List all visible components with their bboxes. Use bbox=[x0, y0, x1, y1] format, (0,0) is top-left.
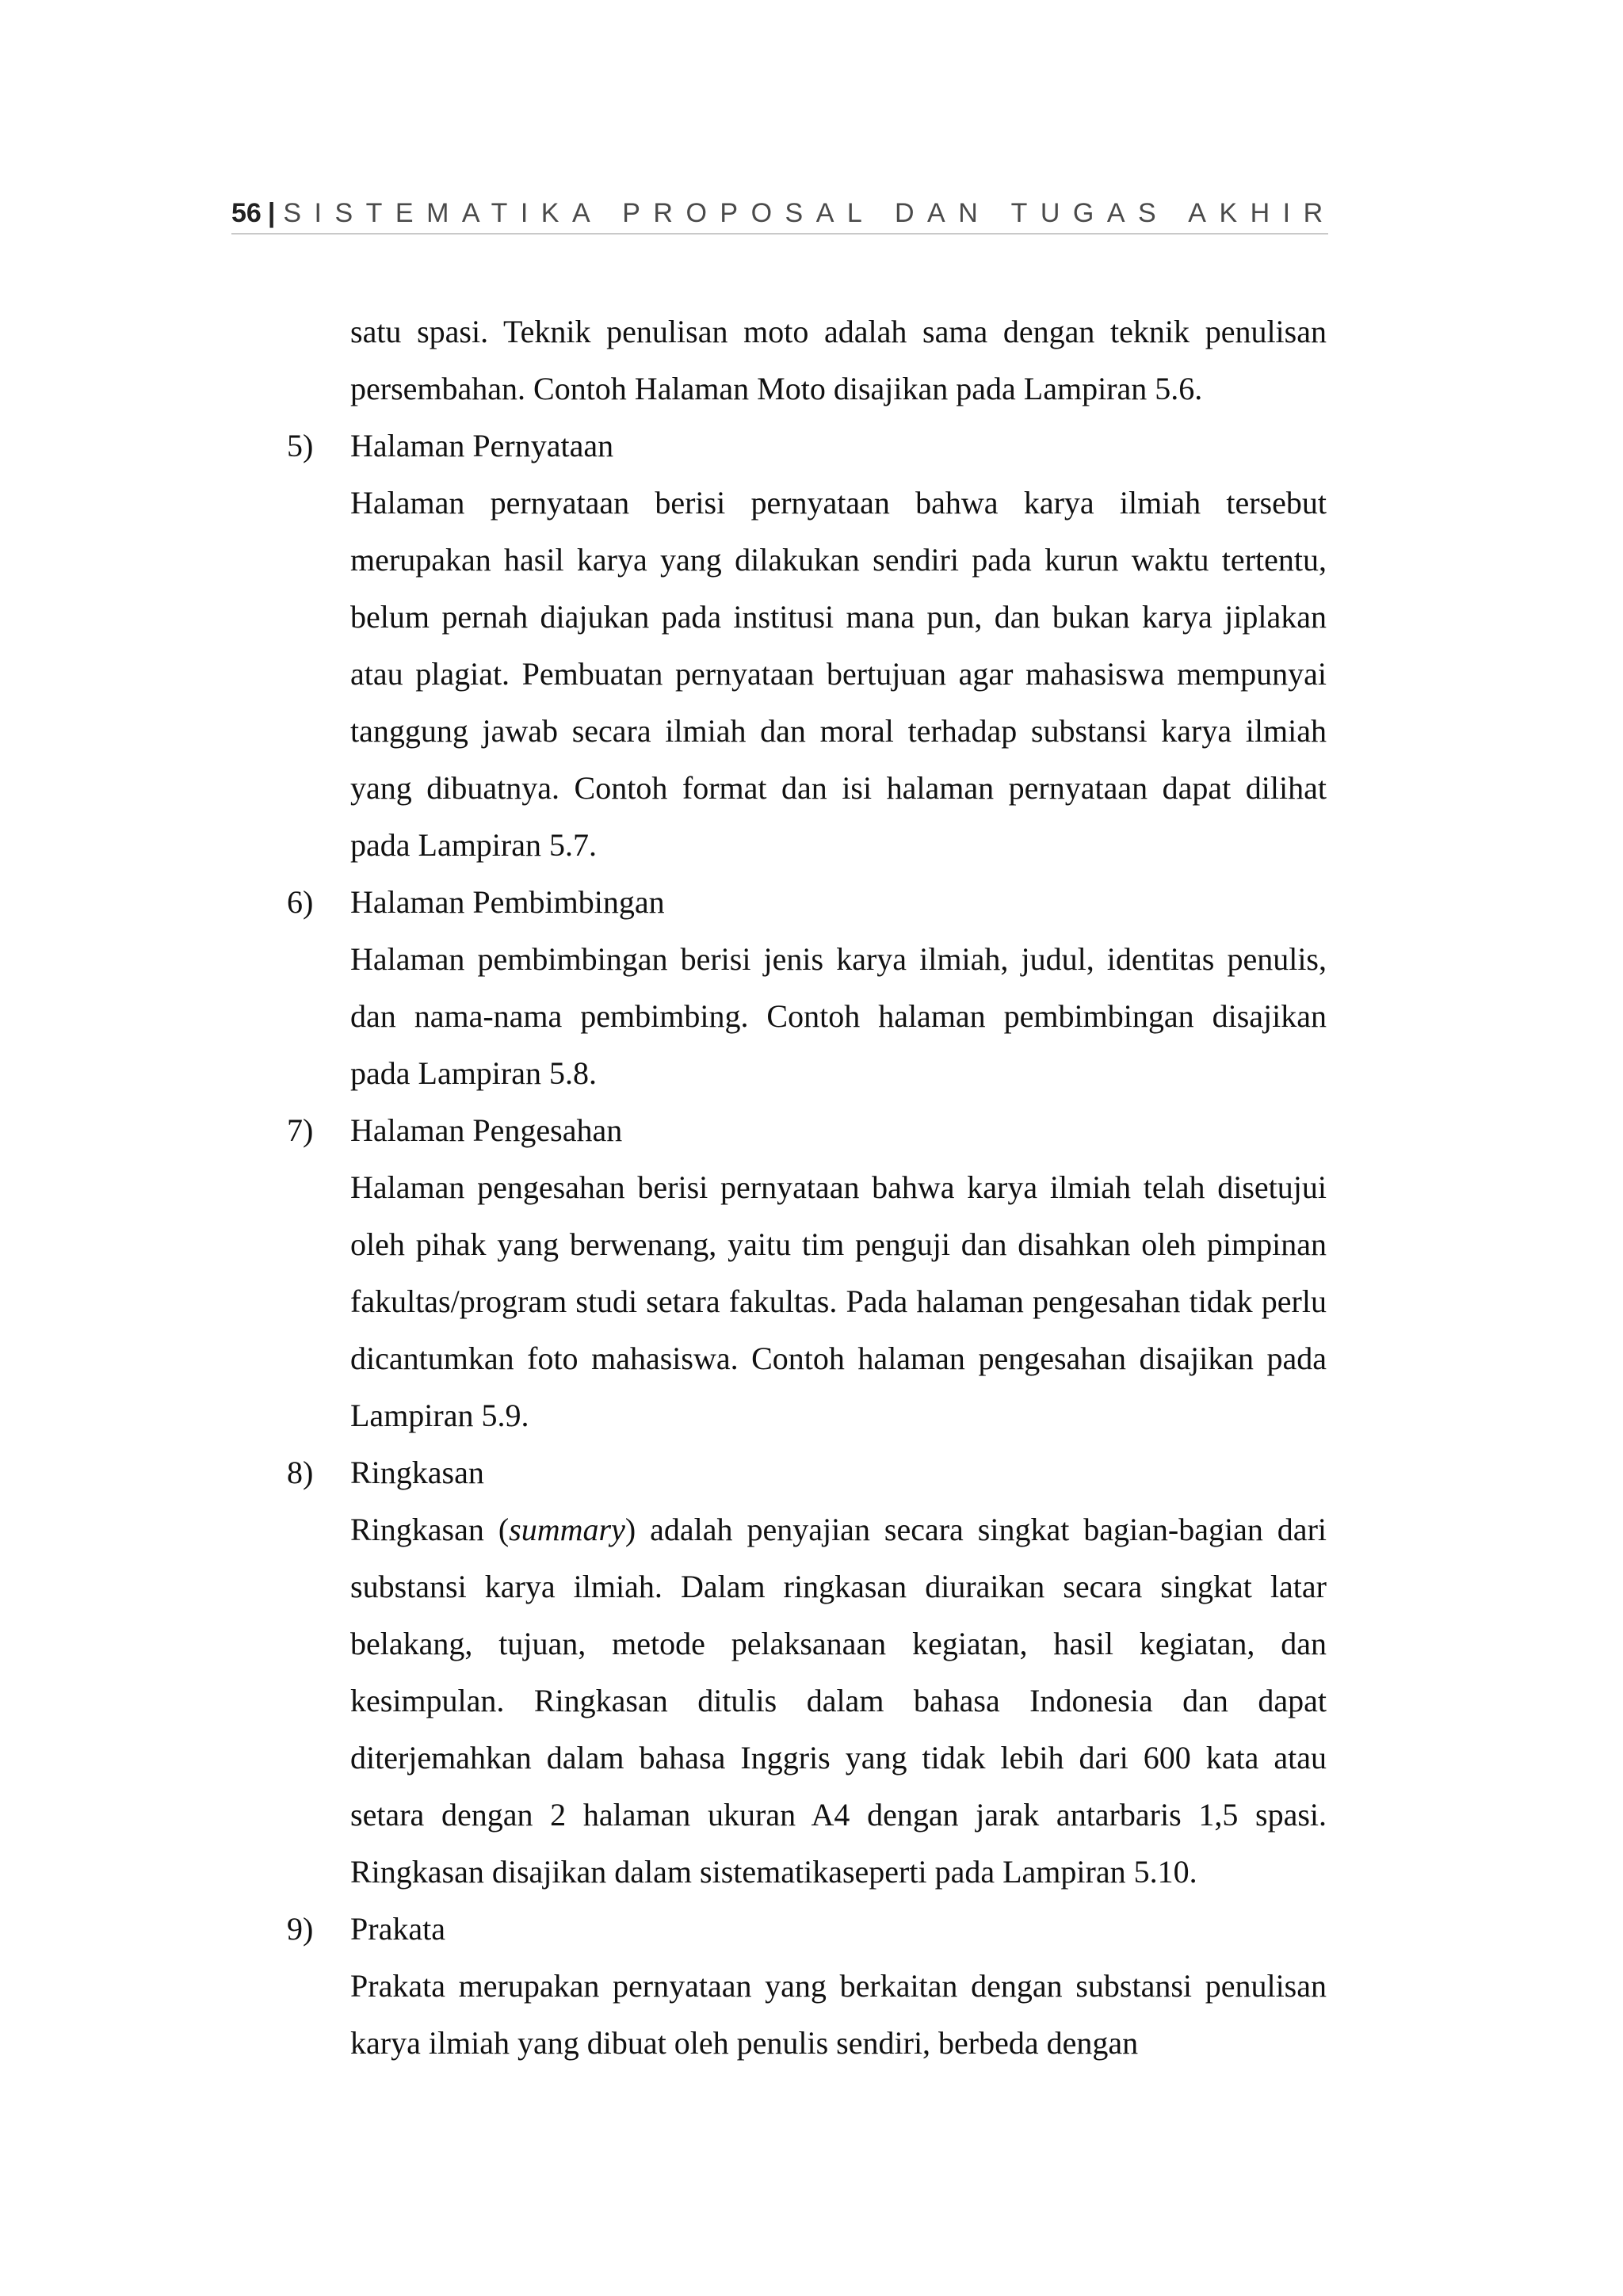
item-title: Halaman Pernyataan bbox=[350, 428, 614, 463]
item-number: 5) bbox=[287, 428, 314, 463]
emphasis-term: summary bbox=[509, 1512, 625, 1547]
page-number: 56 bbox=[231, 198, 262, 228]
paragraph-text-start: Ringkasan ( bbox=[350, 1512, 510, 1547]
item-heading bbox=[287, 418, 1327, 475]
item-title: Prakata bbox=[350, 1911, 445, 1947]
item-paragraph bbox=[350, 1501, 1327, 1901]
list-item-8 bbox=[287, 1444, 1327, 1901]
list-item-9 bbox=[287, 1901, 1327, 2072]
item-paragraph: Halaman pernyataan berisi pernyataan bahwa karya ilmiah tersebut merupakan hasil karya yang dilakukan sendiri pada kurun waktu tertentu, belum pernah diajukan pada institusi mana pun, dan bukan karya jiplakan atau plagiat. Pembuatan pernyataan bertujuan agar mahasiswa mempunyai tanggung jawab secara ilmiah dan moral terhadap substansi karya ilmiah yang dibuatnya. Contoh format dan isi halaman pernyataan dapat dilihat pada Lampiran 5.7. bbox=[350, 485, 1327, 863]
item-heading bbox=[287, 1102, 1327, 1159]
item-heading bbox=[287, 1444, 1327, 1501]
header-separator: | bbox=[267, 198, 276, 228]
item-heading bbox=[287, 1901, 1327, 1958]
item-number: 7) bbox=[287, 1112, 314, 1148]
item-number: 6) bbox=[287, 884, 314, 920]
intro-paragraph: satu spasi. Teknik penulisan moto adalah sama dengan teknik penulisan persembahan. Contoh Halaman Moto disajikan pada Lampiran 5.6. bbox=[350, 314, 1327, 406]
list-item-7 bbox=[287, 1102, 1327, 1444]
paragraph-text-rest: ) adalah penyajian secara singkat bagian-bagian dari substansi karya ilmiah. Dalam ringkasan diuraikan secara singkat latar belakang, tujuan, metode pelaksanaan kegiatan, hasil kegiatan, dan kesimpulan. Ringkasan ditulis dalam bahasa Indonesia dan dapat diterjemahkan dalam bahasa Inggris yang tidak lebih dari 600 kata atau setara dengan 2 halaman ukuran A4 dengan jarak antarbaris 1,5 spasi. Ringkasan disajikan dalam sistematikaseperti pada Lampiran 5.10. bbox=[350, 1512, 1327, 1890]
item-number: 8) bbox=[287, 1455, 314, 1490]
running-header bbox=[231, 193, 1336, 235]
item-title: Halaman Pembimbingan bbox=[350, 884, 665, 920]
item-paragraph: Prakata merupakan pernyataan yang berkaitan dengan substansi penulisan karya ilmiah yang dibuat oleh penulis sendiri, berbeda dengan bbox=[350, 1968, 1327, 2061]
list-item-5 bbox=[287, 418, 1327, 874]
item-heading bbox=[287, 874, 1327, 931]
item-number: 9) bbox=[287, 1911, 314, 1947]
list-item-6 bbox=[287, 874, 1327, 1102]
body-content bbox=[287, 303, 1327, 2072]
item-title: Ringkasan bbox=[350, 1455, 484, 1490]
item-title: Halaman Pengesahan bbox=[350, 1112, 623, 1148]
item-paragraph: Halaman pengesahan berisi pernyataan bahwa karya ilmiah telah disetujui oleh pihak yang berwenang, yaitu tim penguji dan disahkan oleh pimpinan fakultas/program studi setara fakultas. Pada halaman pengesahan tidak perlu dicantumkan foto mahasiswa. Contoh halaman pengesahan disajikan pada Lampiran 5.9. bbox=[350, 1169, 1327, 1433]
header-title: SISTEMATIKA PROPOSAL DAN TUGAS AKHIR bbox=[283, 198, 1336, 228]
item-paragraph: Halaman pembimbingan berisi jenis karya ilmiah, judul, identitas penulis, dan nama-nama pembimbing. Contoh halaman pembimbingan disajikan pada Lampiran 5.8. bbox=[350, 941, 1327, 1091]
